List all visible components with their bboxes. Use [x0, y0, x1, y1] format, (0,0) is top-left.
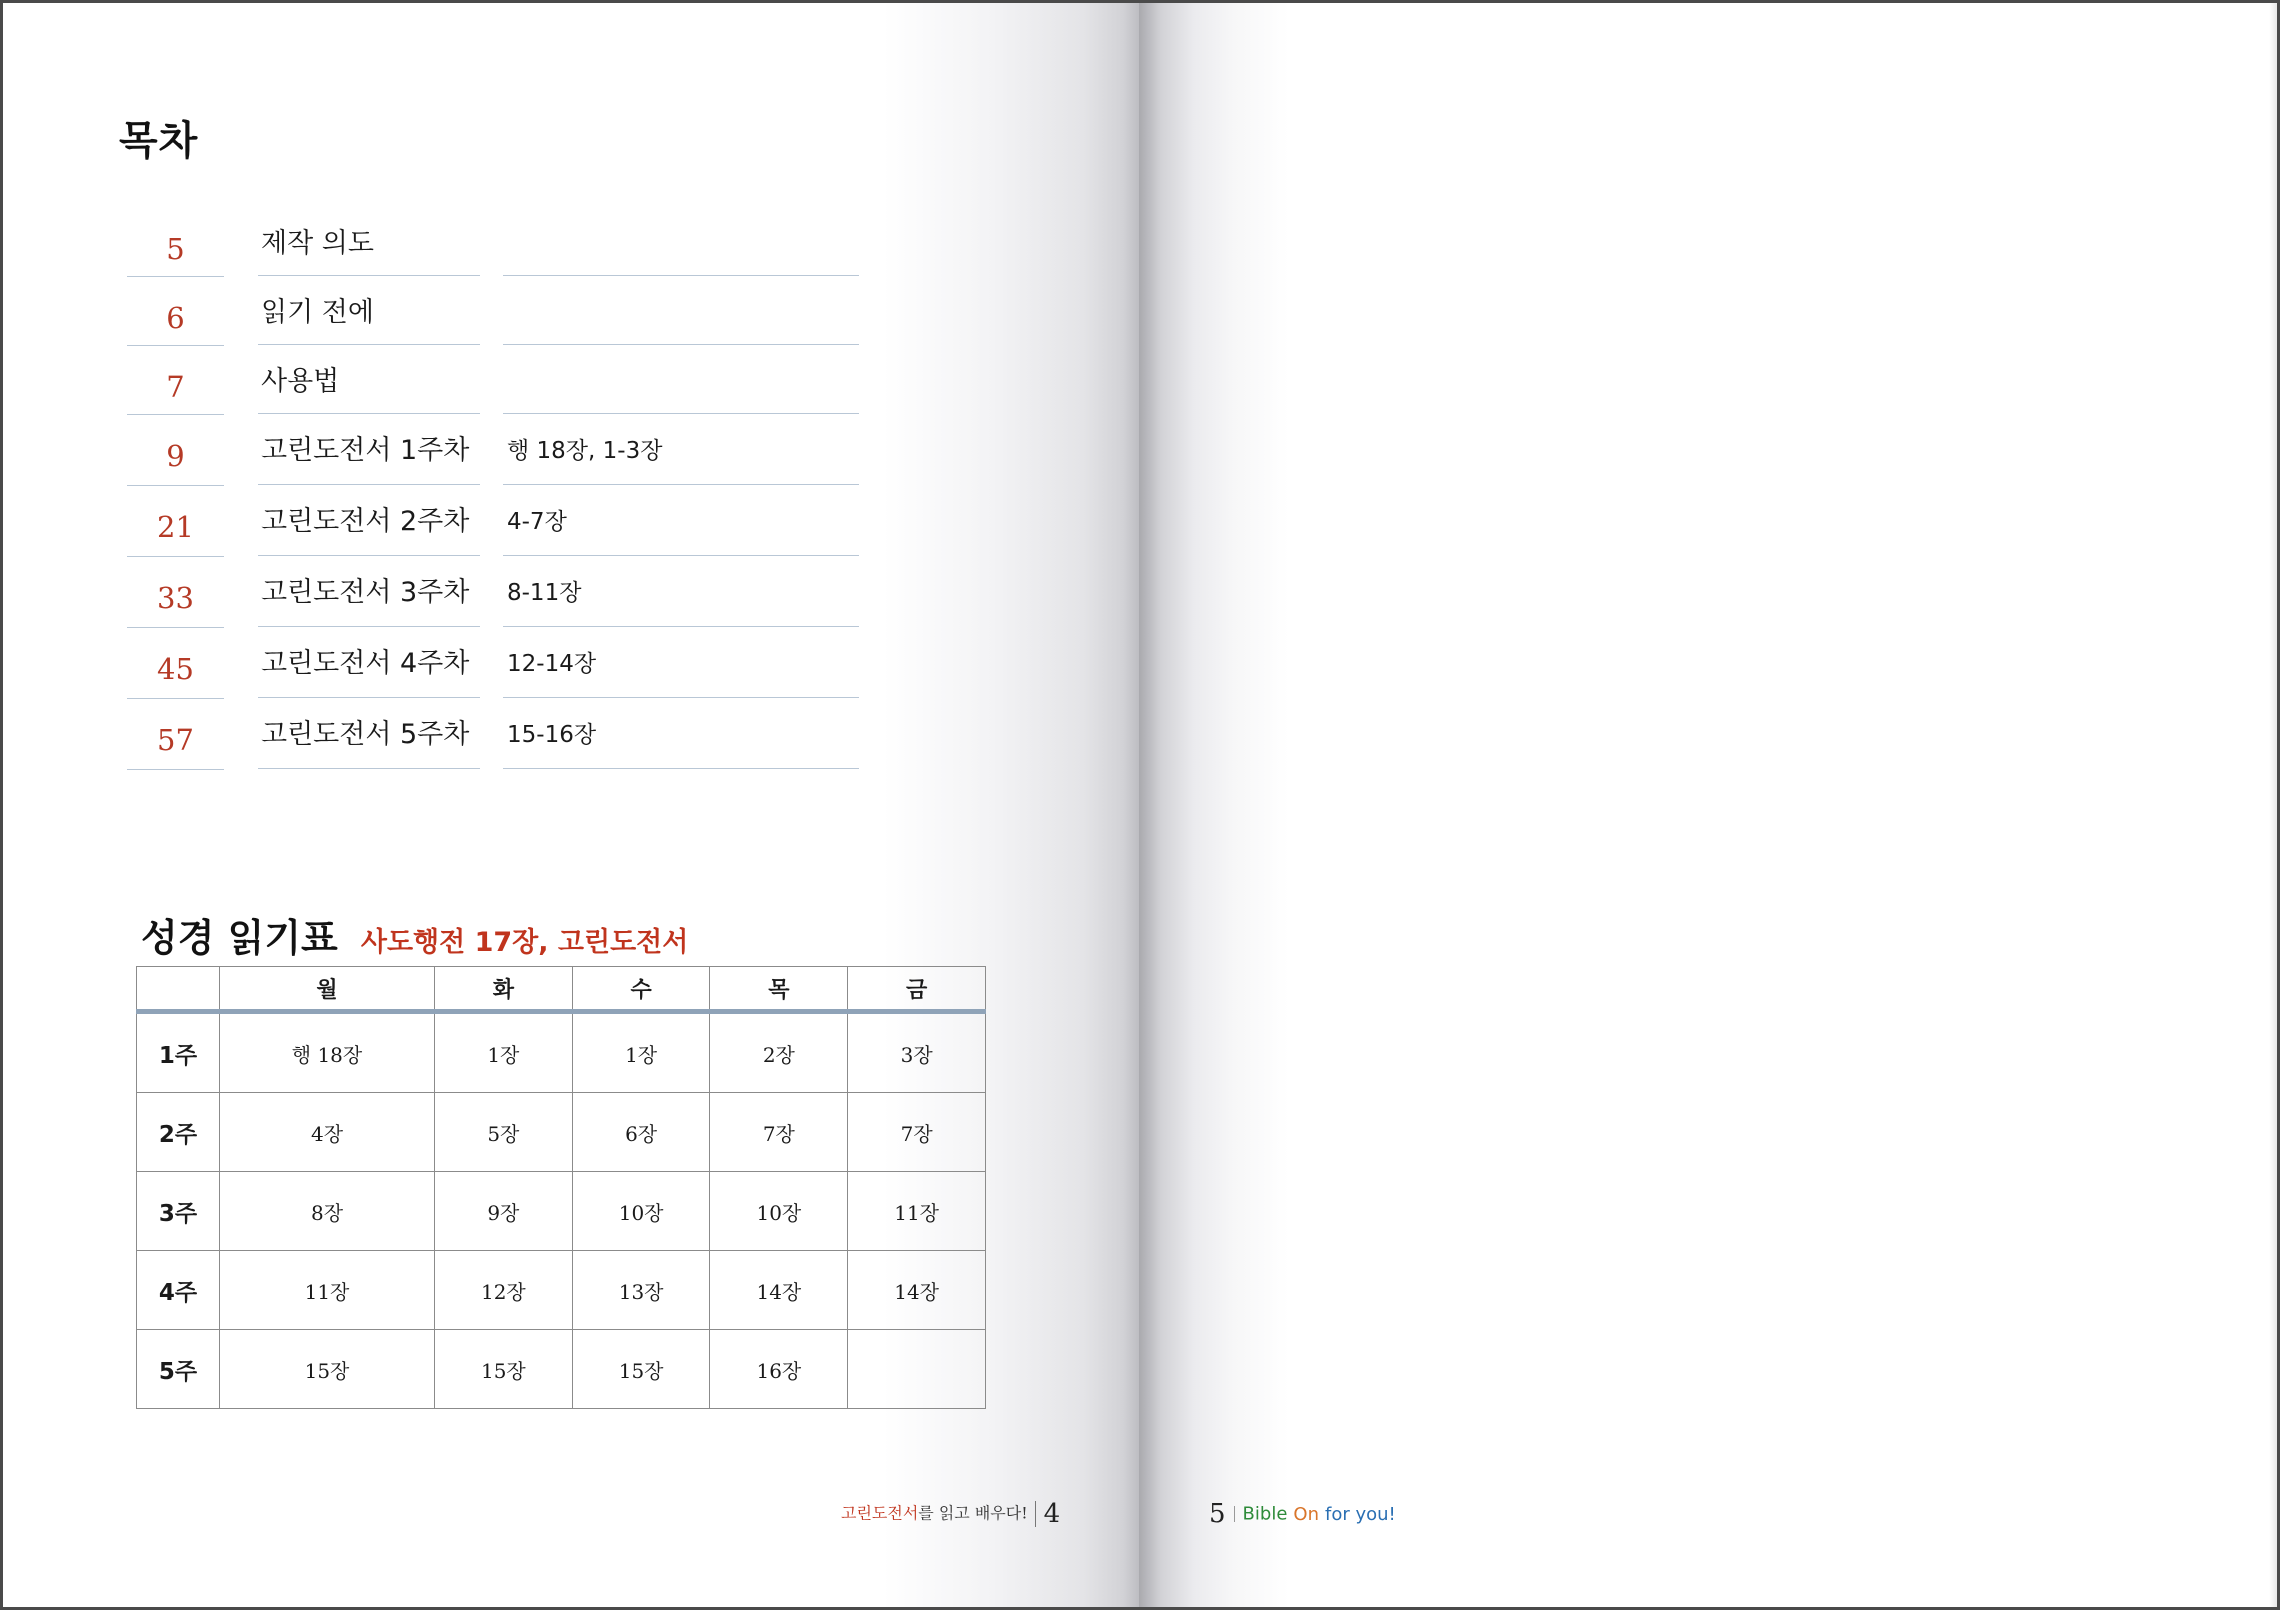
footer-divider [1234, 1506, 1235, 1522]
reading-cell: 11장 [220, 1251, 435, 1330]
toc-page-number: 57 [127, 700, 224, 770]
table-row [137, 1330, 986, 1409]
week-label: 4주 [137, 1251, 220, 1330]
footer-book-name: 고린도전서 [841, 1503, 919, 1523]
toc-entry-range: 15-16장 [503, 700, 859, 769]
book-spread [3, 3, 2277, 1607]
week-label: 3주 [137, 1172, 220, 1251]
day-header: 월 [220, 967, 435, 1012]
table-row [137, 1251, 986, 1330]
toc-entry-title: 고린도전서 3주차 [258, 558, 480, 627]
reading-cell: 4장 [220, 1093, 435, 1172]
reading-cell: 15장 [220, 1330, 435, 1409]
toc-page-number: 9 [127, 416, 224, 486]
toc-page-number: 33 [127, 558, 224, 628]
reading-cell: 15장 [434, 1330, 572, 1409]
toc-entry-title: 고린도전서 5주차 [258, 700, 480, 769]
reading-cell: 10장 [572, 1172, 710, 1251]
table-row [137, 1172, 986, 1251]
reading-cell: 1장 [572, 1012, 710, 1093]
footer-divider [1035, 1501, 1036, 1527]
day-header: 목 [710, 967, 848, 1012]
day-header: 금 [848, 967, 986, 1012]
reading-cell: 13장 [572, 1251, 710, 1330]
toc-entry-title: 고린도전서 2주차 [258, 487, 480, 556]
reading-cell: 7장 [710, 1093, 848, 1172]
reading-cell: 9장 [434, 1172, 572, 1251]
toc-page-number: 45 [127, 629, 224, 699]
right-page [1139, 3, 2277, 1607]
toc-entry-range: 4-7장 [503, 487, 859, 556]
right-page-footer [1209, 1499, 1396, 1529]
reading-cell: 16장 [710, 1330, 848, 1409]
reading-cell: 15장 [572, 1330, 710, 1409]
toc-page-number: 5 [127, 209, 224, 277]
reading-cell: 8장 [220, 1172, 435, 1251]
week-label: 1주 [137, 1012, 220, 1093]
day-header: 화 [434, 967, 572, 1012]
table-header-row [137, 967, 986, 1012]
reading-cell: 3장 [848, 1012, 986, 1093]
brand-for-you: for you! [1324, 1503, 1396, 1525]
toc-entry-range [503, 278, 859, 345]
toc-entry-title: 고린도전서 4주차 [258, 629, 480, 698]
toc-entry-range [503, 347, 859, 414]
reading-cell: 11장 [848, 1172, 986, 1251]
reading-plan-table [136, 966, 986, 1409]
toc-entry-title: 읽기 전에 [258, 278, 480, 345]
page-number: 5 [1209, 1499, 1226, 1529]
reading-cell: 14장 [710, 1251, 848, 1330]
week-label: 2주 [137, 1093, 220, 1172]
table-row [137, 1093, 986, 1172]
left-page [3, 3, 1139, 1607]
reading-plan-subtitle: 사도행전 17장, 고린도전서 [360, 927, 689, 958]
reading-cell [848, 1330, 986, 1409]
toc-page-number: 21 [127, 487, 224, 557]
toc-entry-range: 12-14장 [503, 629, 859, 698]
reading-plan-heading [141, 907, 688, 962]
reading-cell: 2장 [710, 1012, 848, 1093]
reading-cell: 1장 [434, 1012, 572, 1093]
reading-cell: 5장 [434, 1093, 572, 1172]
table-row [137, 1012, 986, 1093]
toc-page-number: 7 [127, 347, 224, 415]
reading-cell: 7장 [848, 1093, 986, 1172]
page-number: 4 [1043, 1499, 1061, 1529]
reading-plan-title: 성경 읽기표 [141, 916, 338, 960]
brand-on: On [1293, 1503, 1319, 1525]
reading-cell: 행 18장 [220, 1012, 435, 1093]
toc-page-number: 6 [127, 278, 224, 346]
toc-title: 목차 [119, 118, 199, 164]
reading-cell: 6장 [572, 1093, 710, 1172]
toc-entry-title: 사용법 [258, 347, 480, 414]
week-label: 5주 [137, 1330, 220, 1409]
reading-cell: 14장 [848, 1251, 986, 1330]
toc-entry-range: 행 18장, 1-3장 [503, 416, 859, 485]
day-header: 수 [572, 967, 710, 1012]
reading-cell: 12장 [434, 1251, 572, 1330]
reading-cell: 10장 [710, 1172, 848, 1251]
toc-entry-title: 제작 의도 [258, 209, 480, 276]
toc-entry-range [503, 209, 859, 276]
left-page-footer [841, 1499, 1060, 1529]
footer-tagline: 를 읽고 배우다! [918, 1503, 1028, 1523]
toc-entry-title: 고린도전서 1주차 [258, 416, 480, 485]
brand-bible: Bible [1242, 1503, 1288, 1525]
toc-entry-range: 8-11장 [503, 558, 859, 627]
corner-cell [137, 967, 220, 1012]
